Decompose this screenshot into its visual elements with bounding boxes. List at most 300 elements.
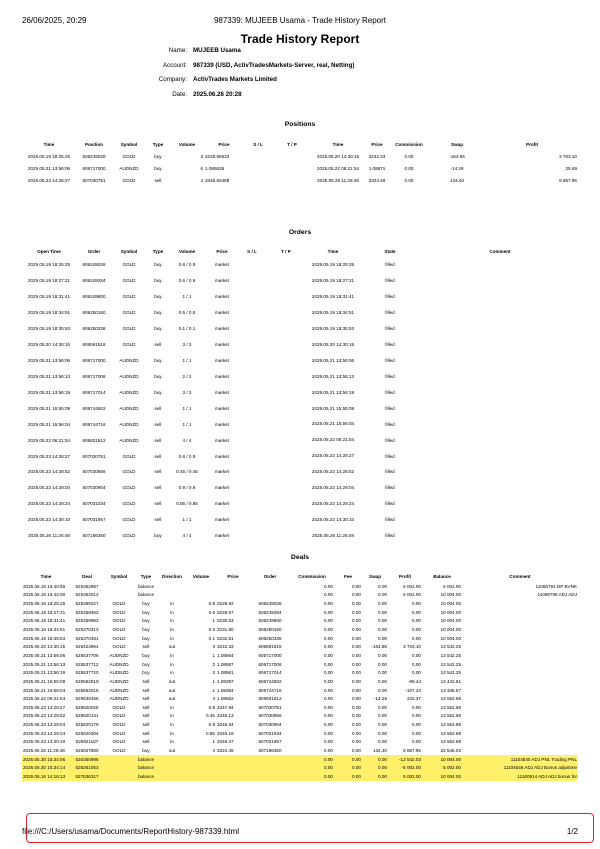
table-row bbox=[22, 162, 578, 174]
table-cell: 5 002.00 bbox=[388, 772, 422, 781]
table-cell: filled bbox=[385, 469, 395, 475]
table-cell: 2025.05.19 18:31:41 bbox=[23, 618, 66, 624]
table-cell: sell bbox=[142, 730, 150, 736]
column-header: Price bbox=[371, 141, 383, 147]
column-header: Type bbox=[152, 248, 164, 254]
table-cell bbox=[158, 582, 186, 591]
column-header: S / L bbox=[253, 141, 263, 147]
table-cell: 607186350 bbox=[82, 533, 106, 539]
table-cell: 0.00 bbox=[412, 609, 421, 615]
table-cell: -107.24 bbox=[405, 687, 421, 693]
table-cell: 0.9 bbox=[208, 722, 215, 728]
table-cell: AUDNZD bbox=[109, 696, 129, 702]
table-cell: 1 bbox=[212, 618, 215, 624]
table-cell: market bbox=[214, 278, 230, 284]
table-cell bbox=[216, 591, 250, 600]
table-cell: 10 004.00 bbox=[440, 592, 461, 598]
column-header: Symbol bbox=[110, 573, 128, 579]
table-cell: 1.08871 bbox=[368, 165, 386, 171]
table-cell: 0.00 bbox=[324, 713, 333, 719]
table-cell: 2025.05.19 18:31:41 bbox=[27, 294, 71, 300]
table-cell: in bbox=[170, 704, 174, 710]
table-cell bbox=[462, 660, 578, 669]
table-cell: 3232.51 bbox=[217, 635, 234, 641]
column-header: T / P bbox=[287, 141, 297, 147]
table-cell: 0.00 bbox=[352, 713, 361, 719]
table-cell bbox=[422, 400, 578, 416]
table-cell: in bbox=[170, 618, 174, 624]
table-cell bbox=[462, 746, 578, 755]
table-cell: 0.00 bbox=[378, 583, 387, 589]
table-cell: market bbox=[214, 342, 230, 348]
table-cell bbox=[264, 400, 308, 416]
table-cell bbox=[240, 273, 264, 289]
table-cell: 2025.05.19 16:40:56 bbox=[23, 583, 66, 589]
company-label: Company: bbox=[158, 76, 187, 83]
table-cell: filled bbox=[385, 405, 395, 411]
info-row-date bbox=[0, 91, 600, 101]
table-cell: 0.00 bbox=[412, 652, 421, 658]
table-cell: 607030751 bbox=[258, 704, 282, 710]
table-cell: 0.00 bbox=[324, 635, 333, 641]
table-cell: buy bbox=[154, 310, 162, 316]
column-header: Profit bbox=[526, 141, 538, 147]
table-cell: 1 / 1 bbox=[182, 517, 192, 523]
table-cell: filled bbox=[385, 517, 395, 523]
table-cell: 0.8 / 0.8 bbox=[178, 453, 196, 459]
table-cell: 1 / 1 bbox=[182, 357, 192, 363]
table-cell: 2025.05.26 11:26:48 bbox=[23, 747, 65, 753]
table-row bbox=[22, 321, 578, 337]
table-cell: 525537706 bbox=[75, 652, 99, 658]
table-cell bbox=[158, 763, 186, 772]
table-cell: 11104540 ADJ PNL Trading PNL bbox=[462, 755, 578, 764]
table-cell: 607031034 bbox=[258, 730, 282, 736]
table-cell bbox=[240, 496, 264, 512]
table-cell: 2025.05.23 14:28:52 bbox=[27, 469, 71, 475]
table-cell: buy bbox=[142, 670, 150, 676]
report-title: Trade History Report bbox=[240, 32, 360, 46]
table-cell: 2025.05.23 14:29:04 bbox=[23, 722, 66, 728]
table-cell: sell bbox=[154, 177, 162, 183]
table-cell: 2025.05.21 15:56:04 bbox=[23, 687, 66, 693]
table-cell: 607031957 bbox=[258, 739, 282, 745]
table-row bbox=[22, 416, 578, 432]
table-cell: market bbox=[214, 469, 230, 475]
table-cell bbox=[244, 150, 272, 162]
table-cell bbox=[264, 321, 308, 337]
table-cell bbox=[240, 353, 264, 369]
table-cell bbox=[240, 432, 264, 448]
table-cell: 2025.05.22 06:21:54 bbox=[311, 437, 355, 443]
table-row bbox=[22, 642, 578, 651]
info-row-account bbox=[0, 62, 600, 72]
table-cell: 1 / 1 bbox=[182, 294, 192, 300]
column-header: Time bbox=[332, 141, 344, 147]
table-cell: 0.00 bbox=[352, 652, 361, 658]
table-cell: in bbox=[170, 730, 174, 736]
table-cell: 1 / 1 bbox=[182, 421, 192, 427]
table-cell: 0.00 bbox=[378, 704, 387, 710]
table-cell: 11066798 ADJ ADJ bbox=[537, 592, 577, 598]
table-cell bbox=[240, 289, 264, 305]
name-value: MUJEEB Usama bbox=[193, 47, 241, 54]
table-cell: balance bbox=[134, 763, 158, 772]
table-cell: 2025.05.22 06:21:54 bbox=[23, 696, 66, 702]
column-header: Symbol bbox=[120, 248, 138, 254]
table-cell: 0.9 / 0.9 bbox=[178, 485, 196, 491]
column-header: Deal bbox=[82, 573, 92, 579]
table-cell: 3242.33 bbox=[368, 153, 386, 159]
page-number: 1/2 bbox=[566, 827, 578, 836]
table-cell: 1.085635 bbox=[205, 165, 225, 171]
table-cell bbox=[462, 625, 578, 634]
table-cell: 0.00 bbox=[324, 618, 333, 624]
table-cell: 0.00 bbox=[352, 678, 361, 684]
table-cell: out bbox=[168, 678, 176, 684]
table-cell: 606717014 bbox=[258, 670, 282, 676]
table-row bbox=[22, 686, 578, 695]
table-cell: 2025.05.23 14:28:27 bbox=[23, 704, 66, 710]
table-cell: filled bbox=[385, 310, 395, 316]
column-header: Symbol bbox=[120, 141, 138, 147]
table-cell bbox=[422, 464, 578, 480]
table-cell: 607030856 bbox=[258, 713, 282, 719]
table-cell: filled bbox=[385, 485, 395, 491]
column-header: Time bbox=[43, 141, 55, 147]
table-cell: 2025.05.19 18:25:25 bbox=[27, 262, 71, 268]
column-header: Balance bbox=[433, 573, 451, 579]
table-cell: market bbox=[214, 326, 230, 332]
table-cell: 606249284 bbox=[82, 278, 106, 284]
table-cell: 2025.05.21 15:55:09 bbox=[311, 405, 355, 411]
table-cell: 1 bbox=[212, 739, 215, 745]
table-cell: 606249028 bbox=[82, 262, 106, 268]
table-cell: 0.00 bbox=[324, 722, 333, 728]
table-cell bbox=[422, 337, 578, 353]
table-cell bbox=[186, 772, 216, 781]
table-cell: 606250160 bbox=[82, 310, 106, 316]
table-cell: in bbox=[170, 670, 174, 676]
table-cell: 0.00 bbox=[352, 627, 361, 633]
table-cell: GOLD bbox=[112, 627, 126, 633]
column-header: Volume bbox=[192, 573, 210, 579]
table-cell: 2025.05.20 14:30:15 bbox=[23, 644, 66, 650]
table-cell: 0.00 bbox=[324, 739, 333, 745]
table-cell: -99.44 bbox=[407, 678, 421, 684]
table-cell: sell bbox=[142, 704, 150, 710]
table-cell: 0.00 bbox=[324, 601, 333, 607]
table-cell: 232.37 bbox=[406, 696, 421, 702]
table-cell: 0.00 bbox=[352, 592, 361, 598]
table-cell: 3346.34 bbox=[217, 722, 234, 728]
table-cell: market bbox=[214, 405, 230, 411]
table-cell: 525820028 bbox=[75, 704, 99, 710]
table-cell: 2025.05.19 18:35:53 bbox=[23, 635, 66, 641]
deals-title: Deals bbox=[290, 554, 310, 561]
table-cell: market bbox=[214, 501, 230, 507]
table-cell bbox=[462, 642, 578, 651]
table-cell: 2025.05.21 13:56:06 bbox=[311, 357, 355, 363]
table-cell bbox=[462, 686, 578, 695]
table-cell: 0.85 / 0.85 bbox=[176, 501, 198, 507]
table-cell: 13 553.68 bbox=[440, 696, 461, 702]
table-cell: 0.00 bbox=[352, 609, 361, 615]
table-cell bbox=[264, 464, 308, 480]
column-header: Price bbox=[216, 248, 228, 254]
table-cell: 607030751 bbox=[82, 453, 106, 459]
table-cell: GOLD bbox=[112, 644, 126, 650]
table-cell bbox=[264, 337, 308, 353]
table-cell: sell bbox=[142, 696, 150, 702]
table-cell: 525820304 bbox=[75, 730, 99, 736]
table-cell: filled bbox=[385, 326, 395, 332]
table-cell: filled bbox=[385, 501, 395, 507]
table-cell bbox=[264, 289, 308, 305]
table-cell: 0.8 / 0.8 bbox=[178, 262, 196, 268]
table-cell: 2025.05.21 13:56:19 bbox=[311, 389, 355, 395]
table-cell: 606250336 bbox=[82, 326, 106, 332]
table-cell: 4 bbox=[212, 747, 215, 753]
table-cell: 13 553.68 bbox=[440, 704, 461, 710]
table-cell: sell bbox=[142, 722, 150, 728]
table-cell: 4 bbox=[200, 177, 203, 183]
table-cell: 0.00 bbox=[362, 772, 388, 781]
table-cell: 525369462 bbox=[75, 609, 99, 615]
table-cell bbox=[462, 738, 578, 747]
table-cell: 525369953 bbox=[75, 618, 99, 624]
table-cell bbox=[104, 772, 134, 781]
table-cell: 607031957 bbox=[82, 517, 106, 523]
table-cell bbox=[244, 174, 272, 186]
column-header: Order bbox=[87, 248, 101, 254]
table-cell bbox=[250, 582, 290, 591]
table-cell: 1.08384 bbox=[217, 687, 234, 693]
table-cell: GOLD bbox=[122, 533, 136, 539]
table-cell: GOLD bbox=[122, 278, 136, 284]
print-footer bbox=[22, 827, 578, 839]
table-cell bbox=[462, 608, 578, 617]
table-cell: 0.00 bbox=[352, 583, 361, 589]
table-cell: buy bbox=[142, 618, 150, 624]
table-cell: 13 542.25 bbox=[440, 644, 461, 650]
table-cell bbox=[422, 416, 578, 432]
table-cell: 525563018 bbox=[75, 687, 99, 693]
table-cell: sell bbox=[154, 469, 162, 475]
column-header: Position bbox=[84, 141, 104, 147]
table-cell: 0.00 bbox=[290, 763, 334, 772]
table-cell: 13 542.25 bbox=[440, 670, 461, 676]
table-row bbox=[22, 712, 578, 721]
table-cell: 0.00 bbox=[412, 618, 421, 624]
table-cell: 3324.49 bbox=[217, 747, 234, 753]
table-cell: 525562819 bbox=[75, 678, 99, 684]
table-cell: 0.00 bbox=[378, 609, 387, 615]
table-cell: 0.00 bbox=[378, 687, 387, 693]
table-cell bbox=[250, 772, 290, 781]
table-row bbox=[22, 625, 578, 634]
table-row bbox=[22, 480, 578, 496]
table-cell: GOLD bbox=[122, 310, 136, 316]
column-header: Direction bbox=[162, 573, 182, 579]
table-cell: 2025.05.19 18:34:51 bbox=[27, 310, 71, 316]
table-row bbox=[22, 353, 578, 369]
name-label: Name: bbox=[168, 47, 187, 54]
table-cell: 525424964 bbox=[75, 644, 99, 650]
table-cell bbox=[240, 305, 264, 321]
table-cell: 4 / 4 bbox=[182, 437, 192, 443]
table-cell: market bbox=[214, 437, 230, 443]
table-cell: buy bbox=[154, 326, 162, 332]
table-cell: sell bbox=[154, 421, 162, 427]
table-cell: 10 004.00 bbox=[422, 755, 462, 764]
table-row bbox=[22, 150, 578, 162]
table-cell: market bbox=[214, 373, 230, 379]
table-cell: balance bbox=[134, 755, 158, 764]
table-row bbox=[22, 400, 578, 416]
table-row bbox=[22, 512, 578, 528]
table-cell: -5 002.00 bbox=[388, 763, 422, 772]
table-cell: 13 553.68 bbox=[440, 730, 461, 736]
table-cell bbox=[216, 772, 250, 781]
table-cell: buy bbox=[154, 165, 162, 171]
table-cell: 2025.05.23 14:29:24 bbox=[23, 730, 66, 736]
table-cell: sell bbox=[154, 342, 162, 348]
table-cell bbox=[462, 634, 578, 643]
table-row bbox=[22, 763, 578, 772]
table-row bbox=[22, 528, 578, 544]
table-cell: 0.00 bbox=[352, 687, 361, 693]
table-cell: 2025.05.19 16:42:00 bbox=[23, 592, 66, 598]
table-cell bbox=[462, 677, 578, 686]
column-header: Type bbox=[152, 141, 164, 147]
info-row-company bbox=[0, 76, 600, 86]
table-row bbox=[22, 608, 578, 617]
table-row bbox=[22, 599, 578, 608]
table-cell bbox=[462, 668, 578, 677]
table-cell: buy bbox=[154, 278, 162, 284]
table-cell: sell bbox=[142, 678, 150, 684]
table-cell: 2025.05.21 13:56:13 bbox=[23, 661, 66, 667]
account-value: 987339 (USD, ActivTradesMarkets-Server, real, Netting) bbox=[193, 61, 355, 69]
column-header: Comment bbox=[489, 248, 511, 254]
table-cell: sell bbox=[142, 713, 150, 719]
table-cell: 606591816 bbox=[82, 342, 106, 348]
table-cell: buy bbox=[154, 533, 162, 539]
table-cell: 525369227 bbox=[75, 601, 99, 607]
table-cell: 2025.05.19 18:27:21 bbox=[27, 278, 71, 284]
table-cell bbox=[186, 755, 216, 764]
table-cell: 2025.05.19 18:27:21 bbox=[311, 278, 355, 284]
table-cell bbox=[240, 416, 264, 432]
table-cell: 2025.05.23 14:28:52 bbox=[23, 713, 66, 719]
table-cell: 606717000 bbox=[258, 652, 282, 658]
table-cell bbox=[462, 703, 578, 712]
table-cell: 2025.05.23 14:28:27 bbox=[27, 177, 71, 183]
column-header: Volume bbox=[178, 141, 196, 147]
table-cell: GOLD bbox=[112, 635, 126, 641]
table-cell: market bbox=[214, 421, 230, 427]
table-cell: 3347.94 bbox=[217, 704, 234, 710]
table-cell: market bbox=[214, 294, 230, 300]
table-cell bbox=[422, 305, 578, 321]
table-cell: sell bbox=[154, 485, 162, 491]
table-cell bbox=[158, 772, 186, 781]
table-cell: 606717000 bbox=[82, 165, 106, 171]
table-cell: out bbox=[168, 644, 176, 650]
table-cell: 0.00 bbox=[352, 696, 361, 702]
table-cell: out bbox=[168, 687, 176, 693]
table-cell: 3324.49 bbox=[368, 177, 386, 183]
table-cell bbox=[422, 368, 578, 384]
table-cell: 0.00 bbox=[412, 661, 421, 667]
table-cell: 0.00 bbox=[404, 177, 414, 183]
table-cell bbox=[264, 432, 308, 448]
table-cell: 606249800 bbox=[82, 294, 106, 300]
table-cell: 0.00 bbox=[378, 627, 387, 633]
table-cell bbox=[462, 651, 578, 660]
table-cell: 3 / 3 bbox=[182, 389, 192, 395]
deals-header-row bbox=[22, 570, 578, 582]
table-cell: 11066794 DP BVNK bbox=[535, 583, 577, 589]
table-cell bbox=[104, 763, 134, 772]
table-cell: 606250336 bbox=[258, 635, 282, 641]
table-cell: buy bbox=[142, 635, 150, 641]
table-cell: 0.00 bbox=[378, 618, 387, 624]
column-header: Comment bbox=[509, 573, 531, 579]
table-cell: 2025.05.23 14:29:24 bbox=[311, 501, 355, 507]
table-cell: 25.69 bbox=[565, 165, 577, 171]
table-cell: sell bbox=[142, 739, 150, 745]
table-cell: 1.08662 bbox=[217, 696, 234, 702]
table-cell: 10 004.00 bbox=[440, 627, 461, 633]
table-cell: 0.00 bbox=[324, 627, 333, 633]
table-cell: 3346.13 bbox=[217, 713, 234, 719]
table-cell bbox=[186, 763, 216, 772]
table-cell bbox=[462, 720, 578, 729]
table-cell: 0.00 bbox=[352, 601, 361, 607]
table-cell: GOLD bbox=[112, 722, 126, 728]
table-row bbox=[22, 720, 578, 729]
table-cell: 0.00 bbox=[352, 670, 361, 676]
table-cell bbox=[264, 273, 308, 289]
table-cell: 3 703.10 bbox=[559, 153, 577, 159]
table-cell: filled bbox=[385, 373, 395, 379]
table-cell: 2025.05.22 06:21:54 bbox=[27, 437, 71, 443]
table-cell: market bbox=[214, 357, 230, 363]
table-cell: 2025.05.21 15:56:04 bbox=[27, 421, 71, 427]
table-cell: 1.08567 bbox=[217, 661, 234, 667]
table-cell bbox=[104, 582, 134, 591]
table-cell: GOLD bbox=[122, 262, 136, 268]
table-cell: 2025.05.19 18:31:41 bbox=[311, 294, 355, 300]
table-cell: 0.00 bbox=[324, 644, 333, 650]
table-cell: AUDNZD bbox=[119, 373, 139, 379]
table-cell: 0.85 bbox=[206, 730, 215, 736]
table-cell: 607030856 bbox=[82, 469, 106, 475]
table-cell: 0.00 bbox=[352, 618, 361, 624]
table-cell: AUDNZD bbox=[119, 437, 139, 443]
table-cell bbox=[216, 755, 250, 764]
table-cell: 2025.05.21 13:56:06 bbox=[23, 652, 66, 658]
table-row bbox=[22, 174, 578, 186]
table-cell bbox=[422, 528, 578, 544]
table-cell: 2025.05.26 11:26:48 bbox=[312, 532, 354, 538]
table-cell: filled bbox=[385, 294, 395, 300]
column-header: Swap bbox=[369, 573, 381, 579]
table-cell bbox=[240, 368, 264, 384]
table-cell: 0.00 bbox=[352, 722, 361, 728]
